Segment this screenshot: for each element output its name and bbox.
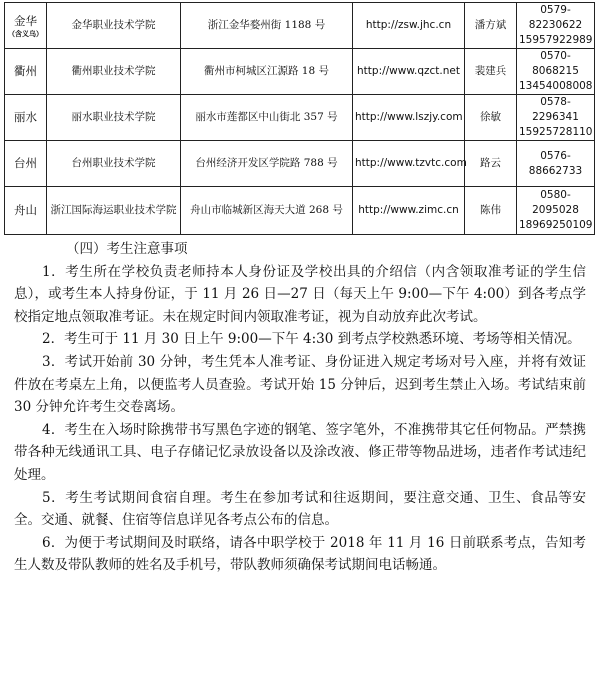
city-cell xyxy=(5,49,47,95)
city-cell xyxy=(5,187,47,235)
city-name: 台州 xyxy=(14,156,37,170)
phone-landline: 0580-2095028 xyxy=(532,189,579,216)
phone-landline: 0578-2296341 xyxy=(532,96,579,123)
url-cell: http://www.tzvtc.com xyxy=(353,141,465,187)
city-name: 丽水 xyxy=(14,110,37,124)
notice-item: 3．考试开始前 30 分钟，考生凭本人准考证、身份证进入规定考场对号入座，并将有效证件放在考桌左上角，以便监考人员查验。考试开始 15 分钟后，迟到考生禁止入场。考试结束前 30 分钟允许考生交卷离场。 xyxy=(14,353,586,416)
address-cell: 台州经济开发区学院路 788 号 xyxy=(181,141,353,187)
address-cell: 丽水市莲都区中山街北 357 号 xyxy=(181,95,353,141)
url-cell: http://www.zimc.cn xyxy=(353,187,465,235)
notice-item: 4．考生在入场时除携带书写黑色字迹的钢笔、签字笔外，不准携带其它任何物品。严禁携带各种无线通讯工具、电子存储记忆录放设备以及涂改液、修正带等物品进场，违者作考试违纪处理。 xyxy=(14,421,586,483)
address-cell: 衢州市柯城区江源路 18 号 xyxy=(181,49,353,95)
city-name: 衢州 xyxy=(14,64,37,78)
phone-landline: 0576-88662733 xyxy=(528,149,583,177)
school-cell: 台州职业技术学院 xyxy=(47,141,181,187)
city-note: （含义乌） xyxy=(8,28,43,38)
phone-cell xyxy=(517,187,595,235)
contact-cell: 徐敏 xyxy=(465,95,517,141)
contact-cell: 路云 xyxy=(465,141,517,187)
phone-mobile: 15925728110 xyxy=(519,126,593,138)
contact-cell: 潘方斌 xyxy=(465,3,517,49)
phone-landline: 0579-82230622 xyxy=(528,4,583,31)
contact-cell: 裴建兵 xyxy=(465,49,517,95)
notice-item: 5．考生考试期间食宿自理。考生在参加考试和往返期间，要注意交通、卫生、食品等安全。交通、就餐、住宿等信息详见各考点公布的信息。 xyxy=(14,489,586,529)
city-name: 金华 xyxy=(14,13,37,28)
phone-mobile: 13454008008 xyxy=(519,80,593,92)
city-cell xyxy=(5,141,47,187)
notice-item: 1．考生所在学校负责老师持本人身份证及学校出具的介绍信（内含领取准考证的学生信息），或考生本人持身份证，于 11 月 26 日—27 日（每天上午 9:00—下午 4:00）到各考点学校指定地点领取准考证。未在规定时间内领取准考证，视为自动放弃此次考试。 xyxy=(14,263,586,325)
city-name: 舟山 xyxy=(14,203,37,217)
url-cell: http://www.lszjy.com xyxy=(353,95,465,141)
table-row xyxy=(5,3,595,49)
section-heading: （四）考生注意事项 xyxy=(66,241,188,257)
contact-cell: 陈伟 xyxy=(465,187,517,235)
address-cell: 舟山市临城新区海天大道 268 号 xyxy=(181,187,353,235)
table-row xyxy=(5,95,595,141)
table-row xyxy=(5,49,595,95)
exam-notice-section xyxy=(14,238,586,577)
address-cell: 浙江金华婺州街 1188 号 xyxy=(181,3,353,49)
notice-item: 2．考生可于 11 月 30 日上午 9:00—下午 4:30 到考点学校熟悉环境、考场等相关情况。 xyxy=(42,331,581,348)
school-cell: 浙江国际海运职业技术学院 xyxy=(47,187,181,235)
phone-cell xyxy=(517,141,595,187)
url-cell: http://www.qzct.net xyxy=(353,49,465,95)
notice-item: 6．为便于考试期间及时联络，请各中职学校于 2018 年 11 月 16 日前联系考点，告知考生人数及带队教师的姓名及手机号，带队教师须确保考试期间电话畅通。 xyxy=(14,534,586,574)
table-row xyxy=(5,187,595,235)
phone-cell xyxy=(517,3,595,49)
school-cell: 衢州职业技术学院 xyxy=(47,49,181,95)
city-cell xyxy=(5,95,47,141)
school-cell: 金华职业技术学院 xyxy=(47,3,181,49)
school-cell: 丽水职业技术学院 xyxy=(47,95,181,141)
url-cell: http://zsw.jhc.cn xyxy=(353,3,465,49)
table-row xyxy=(5,141,595,187)
exam-site-table xyxy=(4,2,595,235)
phone-cell xyxy=(517,49,595,95)
phone-mobile: 15957922989 xyxy=(519,34,593,46)
phone-landline: 0570-8068215 xyxy=(532,50,579,77)
phone-cell xyxy=(517,95,595,141)
phone-mobile: 18969250109 xyxy=(519,219,593,231)
city-cell xyxy=(5,3,47,49)
